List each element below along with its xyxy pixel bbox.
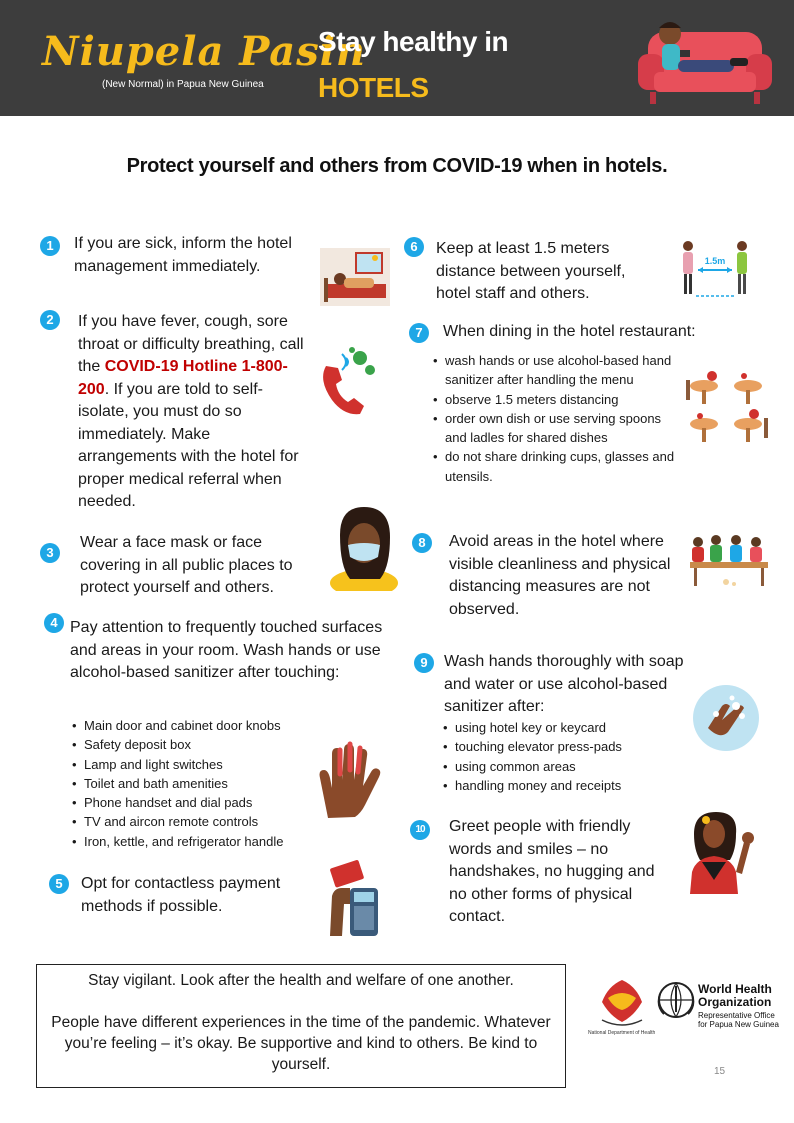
footer-message-box bbox=[36, 964, 566, 1088]
phone-virus-icon bbox=[316, 344, 380, 416]
who-office bbox=[698, 1011, 779, 1029]
crowded-table-icon bbox=[686, 532, 772, 588]
item-7-text: When dining in the hotel restaurant: bbox=[443, 323, 696, 340]
who-office-line2: for Papua New Guinea bbox=[698, 1020, 779, 1029]
number-badge-10: 10 bbox=[410, 820, 430, 840]
item-6-text: Keep at least 1.5 meters distance between yourself, hotel staff and others. bbox=[436, 240, 626, 302]
contaminated-hand-icon bbox=[310, 730, 388, 820]
number-badge-8: 8 bbox=[412, 533, 432, 553]
list-item: • Toilet and bath amenities bbox=[72, 774, 322, 793]
number-badge-9: 9 bbox=[414, 653, 434, 673]
footer-message-line2: People have different experiences in the time of the pandemic. Whatever you’re feeling – it’s okay. Be supportive and kind to others. Be kind to yourself. bbox=[51, 1014, 551, 1073]
item-8-text: Avoid areas in the hotel where visible cleanliness and physical distancing measures are not observed. bbox=[449, 533, 671, 618]
png-health-label: National Department of Health bbox=[588, 1030, 656, 1036]
item-9-text: Wash hands thoroughly with soap and water or use alcohol-based sanitizer after: bbox=[444, 653, 684, 715]
distance-label: 1.5m bbox=[704, 256, 726, 266]
list-item: • TV and aircon remote controls bbox=[72, 812, 322, 831]
page-subtitle: Protect yourself and others from COVID-19 when in hotels. bbox=[126, 155, 668, 177]
face-mask-icon bbox=[326, 505, 402, 591]
who-name-line2: Organization bbox=[698, 995, 772, 1009]
contactless-payment-icon bbox=[326, 860, 384, 938]
item-9-bullet-list bbox=[443, 718, 663, 795]
list-item: • Iron, kettle, and refrigerator handle bbox=[72, 832, 322, 851]
number-badge-4: 4 bbox=[44, 613, 64, 633]
header-title-line1: Stay healthy in bbox=[318, 26, 509, 57]
list-item: • order own dish or use serving spoons and ladles for shared dishes bbox=[433, 409, 679, 448]
list-item: • Safety deposit box bbox=[72, 735, 322, 754]
brand-name: Niupela Pasin bbox=[42, 28, 367, 75]
number-badge-3: 3 bbox=[40, 543, 60, 563]
who-emblem-icon bbox=[656, 980, 696, 1020]
header-title-line2: HOTELS bbox=[318, 72, 429, 103]
hotline-number: COVID-19 Hotline 1-800-200 bbox=[78, 358, 288, 398]
item-4-bullet-list bbox=[72, 716, 322, 851]
distancing-icon bbox=[676, 238, 756, 300]
item-4-text: Pay attention to frequently touched surfaces and areas in your room. Wash hands or use alcohol-based sanitizer after touching: bbox=[70, 619, 383, 681]
who-name-line1: World Health bbox=[698, 982, 772, 996]
list-item: • Lamp and light switches bbox=[72, 755, 322, 774]
waving-woman-icon bbox=[684, 810, 756, 894]
list-item: • observe 1.5 meters distancing bbox=[433, 390, 679, 409]
restaurant-tables-icon bbox=[684, 366, 770, 446]
item-7-bullet-list bbox=[433, 351, 679, 486]
list-item: • Phone handset and dial pads bbox=[72, 793, 322, 812]
footer-message-line1: Stay vigilant. Look after the health and welfare of one another. bbox=[88, 972, 514, 989]
item-1-text: If you are sick, inform the hotel management immediately. bbox=[74, 235, 292, 275]
brand-subtitle: (New Normal) in Papua New Guinea bbox=[102, 79, 264, 90]
item-2-text-after: . If you are told to self-isolate, you must do so immediately. Make arrangements with the hotel for proper medical referral when needed. bbox=[78, 380, 299, 510]
item-10-text: Greet people with friendly words and smiles – no handshakes, no hugging and no other forms of physical contact. bbox=[449, 818, 655, 925]
item-2-text bbox=[78, 311, 306, 514]
number-badge-6: 6 bbox=[404, 237, 424, 257]
list-item: • wash hands or use alcohol-based hand sanitizer after handling the menu bbox=[433, 351, 679, 390]
item-5-text: Opt for contactless payment methods if possible. bbox=[81, 875, 281, 915]
number-badge-2: 2 bbox=[40, 310, 60, 330]
man-on-sofa-icon bbox=[636, 14, 774, 108]
number-badge-1: 1 bbox=[40, 236, 60, 256]
hand-washing-icon bbox=[692, 684, 760, 752]
sick-in-bed-icon bbox=[320, 248, 390, 306]
list-item: • touching elevator press-pads bbox=[443, 737, 663, 756]
who-office-line1: Representative Office bbox=[698, 1011, 775, 1020]
number-badge-7: 7 bbox=[409, 323, 429, 343]
png-health-emblem-icon bbox=[594, 976, 650, 1028]
number-badge-5: 5 bbox=[49, 874, 69, 894]
list-item: • Main door and cabinet door knobs bbox=[72, 716, 322, 735]
list-item: • do not share drinking cups, glasses and utensils. bbox=[433, 447, 679, 486]
page-number: 15 bbox=[714, 1066, 726, 1077]
list-item: • handling money and receipts bbox=[443, 776, 663, 795]
list-item: • using common areas bbox=[443, 757, 663, 776]
item-3-text: Wear a face mask or face covering in all public places to protect yourself and others. bbox=[80, 534, 293, 596]
header-banner bbox=[0, 0, 794, 116]
list-item: • using hotel key or keycard bbox=[443, 718, 663, 737]
who-name bbox=[698, 983, 772, 1009]
item-2-text-before: If you have fever, cough, sore throat or difficulty breathing, call the bbox=[78, 313, 304, 375]
